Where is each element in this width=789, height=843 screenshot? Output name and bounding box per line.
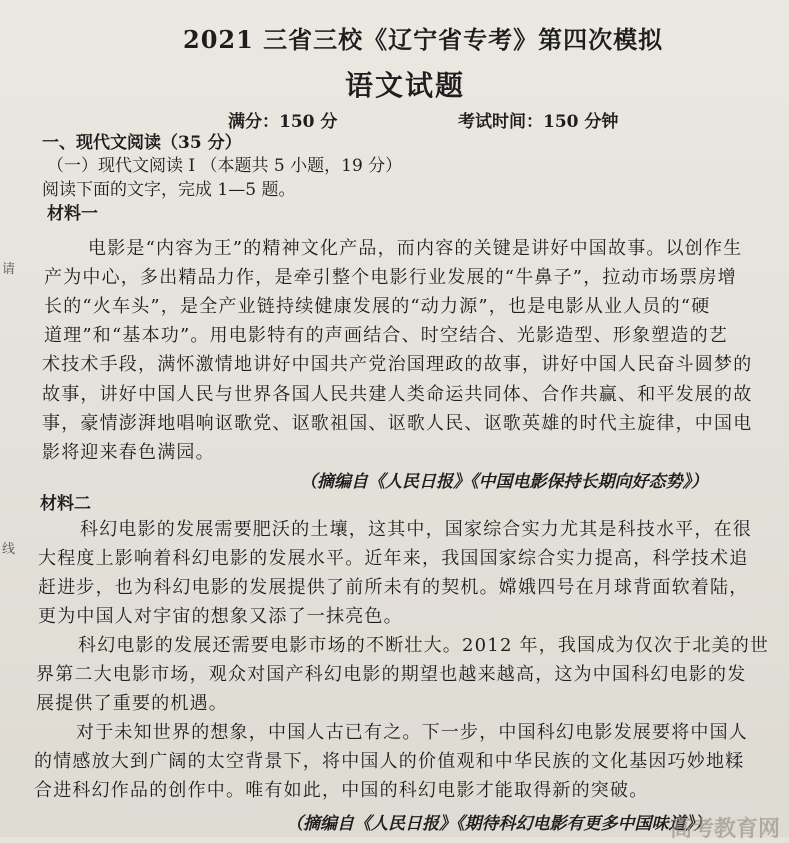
section-heading: 一、现代文阅读（35 分）: [42, 133, 242, 153]
material-two-line: 赶进步，也为科幻电影的发展提供了前所未有的契机。嫦娥四号在月球背面软着陆，: [38, 577, 749, 598]
exam-title: 2021 三省三校《辽宁省专考》第四次模拟: [183, 25, 664, 54]
material-one-line: 故事，讲好中国人民与世界各国人民共建人类命运共同体、合作共赢、和平发展的故: [42, 384, 753, 405]
material-one-line: 影将迎来春色满园。: [42, 442, 215, 463]
material-one-label: 材料一: [47, 204, 98, 224]
material-one-line: 术技术手段，满怀激情地讲好中国共产党治国理政的故事，讲好中国人民奋斗圆梦的: [42, 354, 753, 375]
exam-time: 考试时间：150 分钟: [458, 112, 619, 132]
material-one-line: 电影是“内容为王”的精神文化产品，而内容的关键是讲好中国故事。以创作生: [88, 238, 743, 259]
material-two-line: 对于未知世界的想象，中国人古已有之。下一步，中国科幻电影发展要将中国人: [76, 722, 748, 743]
material-two-line: 大程度上影响着科幻电影的发展水平。近年来，我国国家综合实力提高，科学技术追: [38, 548, 749, 569]
material-one-line: 道理”和“基本功”。用电影特有的声画结合、时空结合、光影造型、形象塑造的艺: [44, 325, 729, 346]
exam-subtitle: 语文试题: [345, 69, 466, 102]
section-instruction: 阅读下面的文字，完成 1—5 题。: [42, 180, 296, 200]
full-score: 满分：150 分: [228, 112, 338, 132]
material-one-line: 产为中心，多出精品力作，是牵引整个电影行业发展的“牛鼻子”，拉动市场票房增: [44, 267, 737, 288]
watermark-logo: 高考教育网: [670, 817, 781, 842]
material-one-line: 长的“火车头”，是全产业链持续健康发展的“动力源”，也是电影从业人员的“硬: [44, 296, 711, 317]
material-two-line: 科幻电影的发展还需要电影市场的不断壮大。2012 年，我国成为仅次于北美的世: [78, 635, 770, 656]
material-two-line: 合进科幻作品的创作中。唯有如此，中国的科幻电影才能取得新的突破。: [34, 780, 649, 801]
material-one-source: （摘编自《人民日报》《中国电影保持长期向好态势》）: [300, 472, 708, 492]
material-two-line: 展提供了重要的机遇。: [36, 693, 228, 714]
material-two-line: 的情感放大到广阔的太空背景下，将中国人的价值观和中华民族的文化基因巧妙地糅: [34, 751, 745, 772]
material-two-line: 更为中国人对宇宙的想象又添了一抹亮色。: [38, 606, 403, 627]
margin-mark: 请: [2, 262, 16, 277]
material-one-line: 事，豪情澎湃地唱响讴歌党、讴歌祖国、讴歌人民、讴歌英雄的时代主旋律，中国电: [42, 413, 753, 434]
material-two-line: 界第二大电影市场，观众对国产科幻电影的期望也越来越高，这为中国科幻电影的发: [36, 664, 747, 685]
margin-mark: 线: [2, 542, 16, 557]
material-two-label: 材料二: [40, 494, 91, 514]
section-sub-heading: （一）现代文阅读 I （本题共 5 小题，19 分）: [47, 156, 403, 176]
material-two-line: 科幻电影的发展需要肥沃的土壤，这其中，国家综合实力尤其是科技水平，在很: [80, 519, 752, 540]
material-two-source: （摘编自《人民日报》《期待科幻电影有更多中国味道》）: [286, 814, 711, 834]
